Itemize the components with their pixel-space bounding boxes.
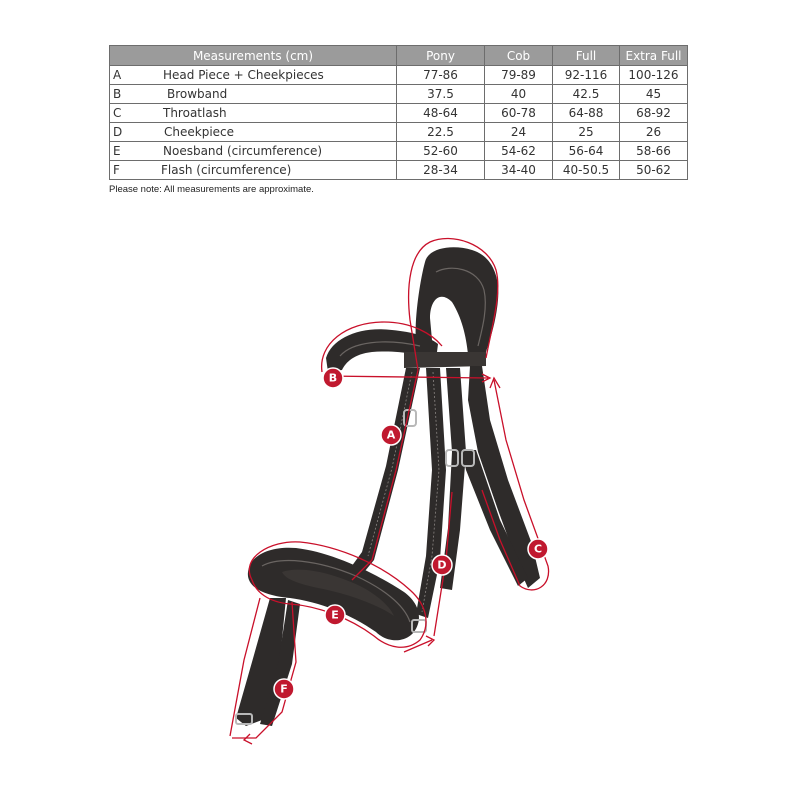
label-b-text: B [328, 371, 338, 385]
row-name: Browband [167, 87, 228, 101]
row-name: Noesband (circumference) [163, 144, 323, 158]
full-value: 40-50.5 [553, 161, 620, 180]
row-name: Head Piece + Cheekpieces [163, 68, 324, 82]
pony-value: 77-86 [397, 66, 485, 85]
label-a-badge [381, 425, 401, 445]
row-letter: C [113, 106, 122, 120]
extra-full-value: 100-126 [620, 66, 688, 85]
header-pony: Pony [397, 46, 485, 66]
cob-value: 40 [485, 85, 553, 104]
label-e-text: E [331, 608, 339, 622]
label-f-text: F [280, 682, 288, 696]
extra-full-value: 58-66 [620, 142, 688, 161]
pony-value: 48-64 [397, 104, 485, 123]
row-letter: D [113, 125, 123, 139]
full-value: 56-64 [553, 142, 620, 161]
cob-value: 79-89 [485, 66, 553, 85]
label-b-badge [323, 368, 343, 388]
label-d-badge [432, 555, 452, 575]
header-cob: Cob [485, 46, 553, 66]
pony-value: 28-34 [397, 161, 485, 180]
full-value: 42.5 [553, 85, 620, 104]
pony-value: 37.5 [397, 85, 485, 104]
cob-value: 54-62 [485, 142, 553, 161]
row-name: Throatlash [163, 106, 227, 120]
cob-value: 34-40 [485, 161, 553, 180]
label-e-badge [325, 605, 345, 625]
row-name: Flash (circumference) [161, 163, 292, 177]
header-measurements: Measurements (cm) [110, 46, 397, 66]
full-value: 64-88 [553, 104, 620, 123]
label-c-badge [528, 539, 548, 559]
approximate-note: Please note: All measurements are approximate. [109, 184, 314, 195]
full-value: 92-116 [553, 66, 620, 85]
label-f-badge [274, 679, 294, 699]
header-full: Full [553, 46, 620, 66]
headpiece [416, 247, 499, 354]
row-letter: A [113, 68, 122, 82]
guide-f-arrow [244, 734, 252, 744]
label-c-text: C [533, 542, 543, 556]
header-extra-full: Extra Full [620, 46, 688, 66]
cheekpiece-left [346, 368, 420, 582]
extra-full-value: 50-62 [620, 161, 688, 180]
label-a-text: A [386, 428, 396, 442]
pony-value: 22.5 [397, 123, 485, 142]
extra-full-value: 68-92 [620, 104, 688, 123]
row-letter: F [113, 163, 120, 177]
label-d-text: D [437, 558, 447, 572]
cob-value: 60-78 [485, 104, 553, 123]
extra-full-value: 26 [620, 123, 688, 142]
row-name: Cheekpiece [164, 125, 235, 139]
pony-value: 52-60 [397, 142, 485, 161]
full-value: 25 [553, 123, 620, 142]
row-letter: B [113, 87, 122, 101]
extra-full-value: 45 [620, 85, 688, 104]
cob-value: 24 [485, 123, 553, 142]
row-letter: E [113, 144, 121, 158]
